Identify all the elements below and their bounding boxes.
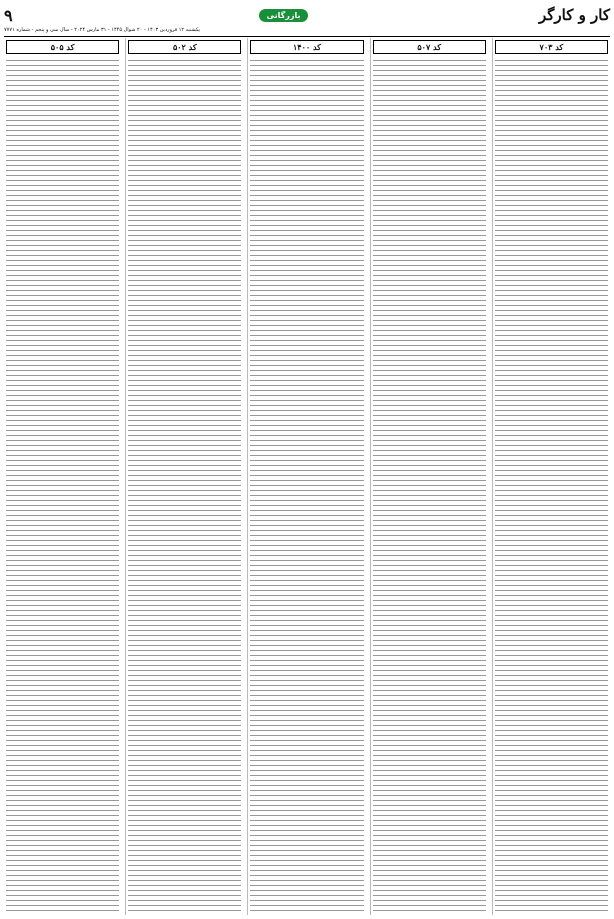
section-header-507: کد ۵۰۷ bbox=[373, 40, 486, 54]
page-number: ۹ bbox=[4, 5, 13, 25]
classified-columns bbox=[4, 38, 610, 915]
classified-lines bbox=[250, 57, 363, 915]
dateline: یکشنبه ۱۲ فروردین ۱۴۰۳ - ۲۰ شوال ۱۴۴۵ - ۳۱ مارس ۲۰۲۴ - سال سی و پنجم - شماره ۷۷۷۱ bbox=[4, 27, 610, 37]
section-badge: بازرگانی bbox=[259, 9, 309, 22]
column-3 bbox=[247, 38, 365, 915]
section-header-502: کد ۵۰۲ bbox=[128, 40, 241, 54]
classified-lines bbox=[495, 57, 608, 915]
column-2 bbox=[370, 38, 488, 915]
masthead bbox=[4, 4, 610, 26]
newspaper-logo: کار و کارگر bbox=[538, 6, 610, 24]
section-header-505: کد ۵۰۵ bbox=[6, 40, 119, 54]
classified-lines bbox=[373, 57, 486, 915]
column-4 bbox=[125, 38, 243, 915]
section-header-1400: کد ۱۴۰۰ bbox=[250, 40, 363, 54]
classified-lines bbox=[6, 57, 119, 915]
classified-lines bbox=[128, 57, 241, 915]
section-header-703: کد ۷۰۳ bbox=[495, 40, 608, 54]
column-5 bbox=[4, 38, 121, 915]
column-1 bbox=[492, 38, 610, 915]
